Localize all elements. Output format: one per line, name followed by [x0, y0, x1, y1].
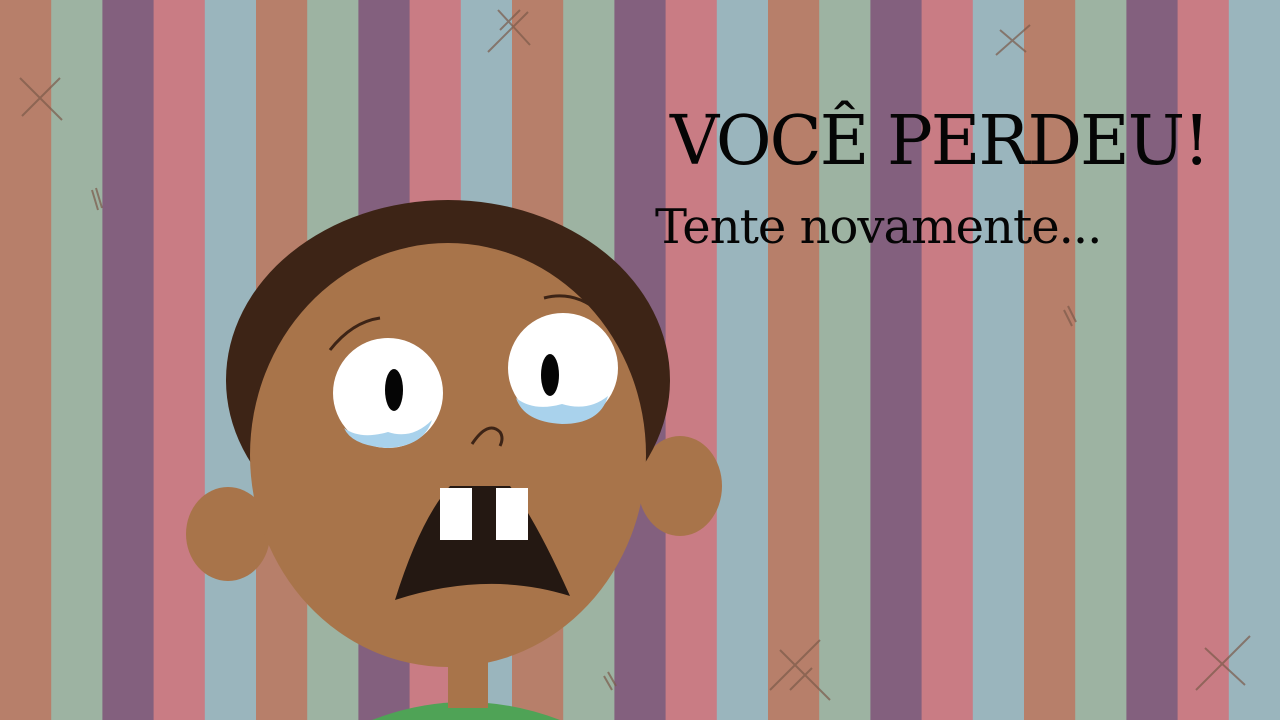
right-tooth	[496, 488, 528, 540]
right-pupil	[541, 354, 559, 396]
game-over-title: VOCÊ PERDEU!	[670, 102, 1209, 181]
left-pupil	[385, 369, 403, 411]
left-tooth	[440, 488, 472, 540]
try-again-message: Tente novamente...	[655, 199, 1102, 255]
face	[250, 243, 646, 667]
